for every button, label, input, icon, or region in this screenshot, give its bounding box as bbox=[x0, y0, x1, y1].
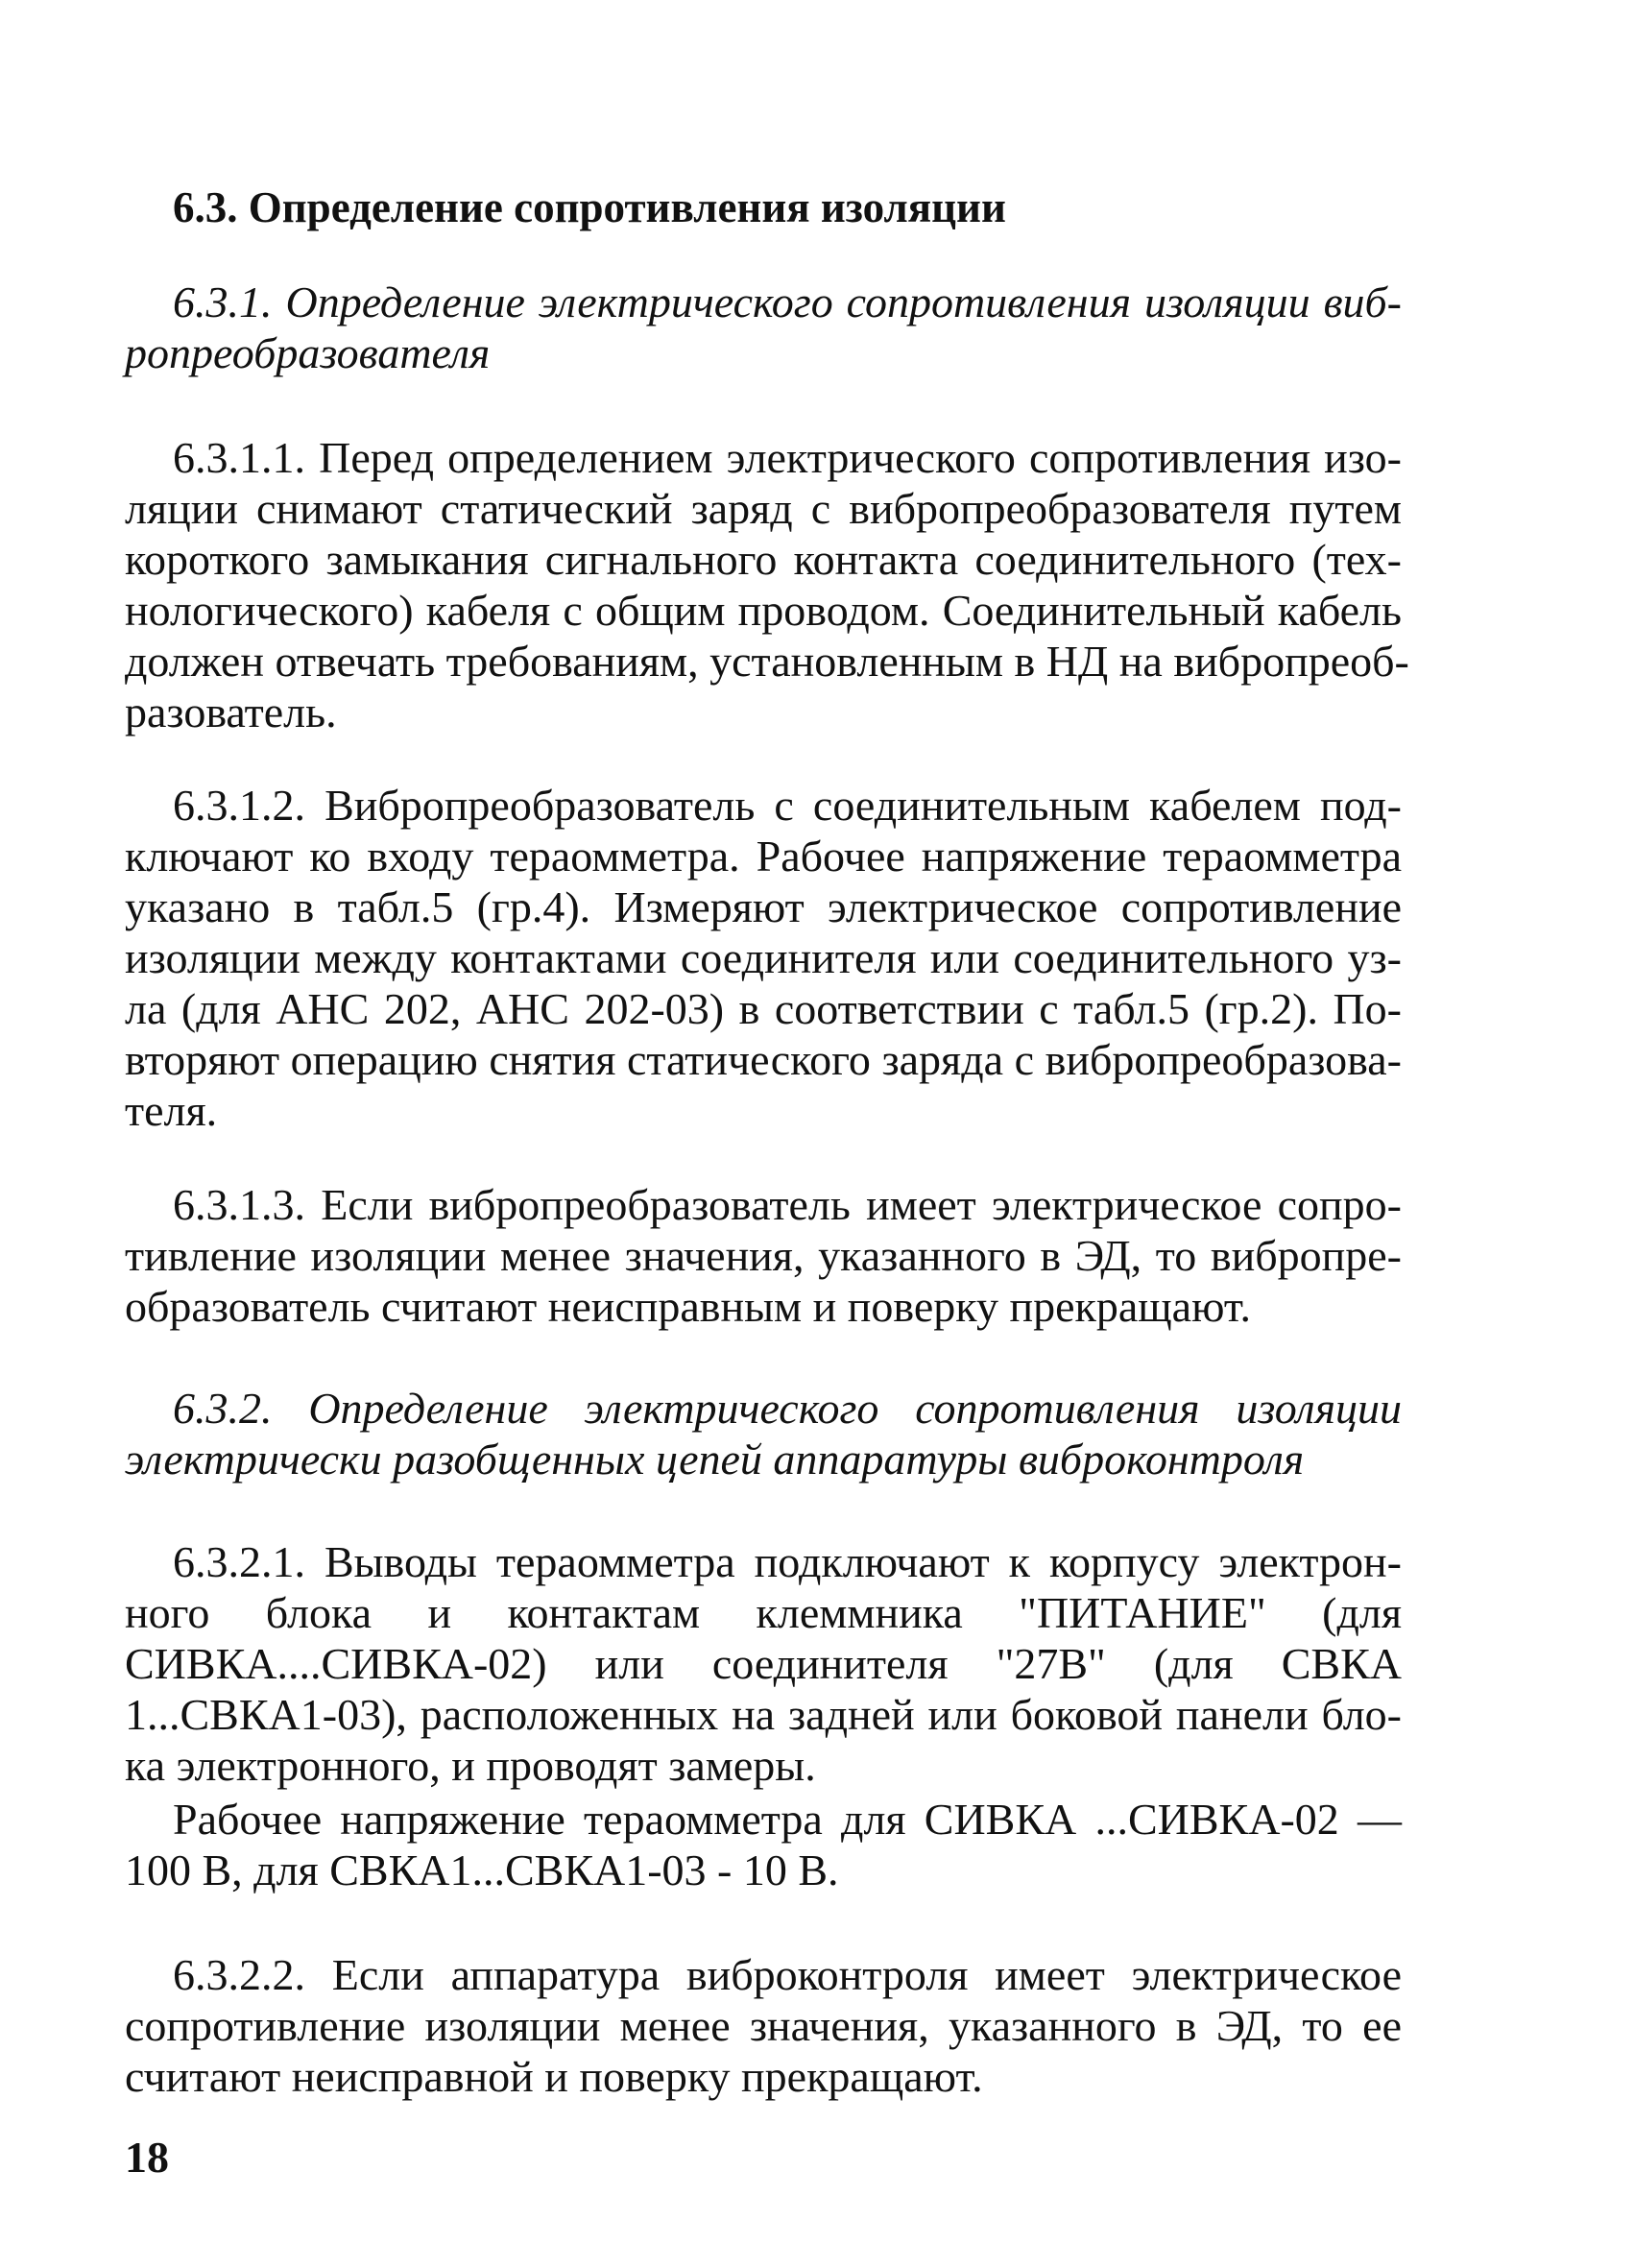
paragraph-line: ключают ко входу тераомметра. Рабочее напряжение тераомметра bbox=[125, 832, 1402, 881]
paragraph-line: ла (для АНС 202, АНС 202-03) в соответствии с табл.5 (гр.2). По- bbox=[125, 984, 1402, 1033]
page-number: 18 bbox=[125, 2133, 169, 2182]
paragraph-line: СИВКА....СИВКА-02) или соединителя "27В" (для СВКА bbox=[125, 1639, 1402, 1688]
paragraph-6-3-2-1-voltage bbox=[125, 1794, 1402, 1895]
paragraph-line: ляции снимают статический заряд с вибропреобразователя путем bbox=[125, 484, 1402, 533]
paragraph-line: Рабочее напряжение тераомметра для СИВКА ...СИВКА-02 — bbox=[173, 1795, 1402, 1844]
paragraph-line: должен отвечать требованиям, установленным в НД на вибропреоб- bbox=[125, 637, 1409, 686]
paragraph-line: теля. bbox=[125, 1086, 218, 1135]
paragraph-line: 6.3.2.1. Выводы тераомметра подключают к корпусу электрон- bbox=[173, 1537, 1402, 1586]
paragraph-line: изоляции между контактами соединителя или соединительного уз- bbox=[125, 933, 1402, 982]
subsection-6-3-2-title bbox=[125, 1383, 1402, 1484]
paragraph-line: нологического) кабеля с общим проводом. Соединительный кабель bbox=[125, 586, 1402, 635]
paragraph-line: 100 В, для СВКА1...СВКА1-03 - 10 В. bbox=[125, 1846, 839, 1894]
subsection-6-3-2-title-line: 6.3.2. Определение электрического сопротивления изоляции bbox=[173, 1384, 1402, 1433]
subsection-6-3-2-title-line: электрически разобщенных цепей аппаратуры виброконтроля bbox=[125, 1435, 1305, 1484]
paragraph-line: 6.3.2.2. Если аппаратура виброконтроля имеет электрическое bbox=[173, 1950, 1402, 1999]
section-heading: 6.3. Определение сопротивления изоляции bbox=[173, 183, 1006, 231]
paragraph-line: 6.3.1.1. Перед определением электрического сопротивления изо- bbox=[173, 433, 1402, 482]
paragraph-line: короткого замыкания сигнального контакта соединительного (тех- bbox=[125, 535, 1402, 584]
paragraph-line: образователь считают неисправным и поверку прекращают. bbox=[125, 1282, 1251, 1331]
subsection-6-3-1-title bbox=[125, 277, 1402, 378]
paragraph-line: 6.3.1.2. Вибропреобразователь с соединительным кабелем под- bbox=[173, 781, 1402, 830]
paragraph-line: 6.3.1.3. Если вибропреобразователь имеет электрическое сопро- bbox=[173, 1180, 1402, 1229]
paragraph-line: считают неисправной и поверку прекращают. bbox=[125, 2052, 983, 2101]
paragraph-6-3-1-3 bbox=[125, 1179, 1402, 1332]
paragraph-line: сопротивление изоляции менее значения, указанного в ЭД, то ее bbox=[125, 2001, 1402, 2050]
paragraph-6-3-1-1 bbox=[125, 432, 1409, 737]
paragraph-line: вторяют операцию снятия статического заряда с вибропреобразова- bbox=[125, 1035, 1402, 1084]
paragraph-6-3-2-2 bbox=[125, 1949, 1402, 2102]
paragraph-line: ка электронного, и проводят замеры. bbox=[125, 1741, 816, 1790]
subsection-6-3-1-title-line: ропреобразователя bbox=[125, 328, 491, 377]
paragraph-line: ного блока и контактам клеммника "ПИТАНИЕ" (для bbox=[125, 1588, 1402, 1637]
paragraph-line: 1...СВКА1-03), расположенных на задней или боковой панели бло- bbox=[125, 1690, 1402, 1739]
paragraph-6-3-2-1 bbox=[125, 1536, 1402, 1791]
paragraph-line: тивление изоляции менее значения, указанного в ЭД, то вибропре- bbox=[125, 1231, 1402, 1280]
paragraph-6-3-1-2 bbox=[125, 780, 1402, 1136]
subsection-6-3-1-title-line: 6.3.1. Определение электрического сопротивления изоляции виб- bbox=[173, 277, 1402, 326]
paragraph-line: разователь. bbox=[125, 688, 337, 736]
paragraph-line: указано в табл.5 (гр.4). Измеряют электрическое сопротивление bbox=[125, 882, 1402, 931]
